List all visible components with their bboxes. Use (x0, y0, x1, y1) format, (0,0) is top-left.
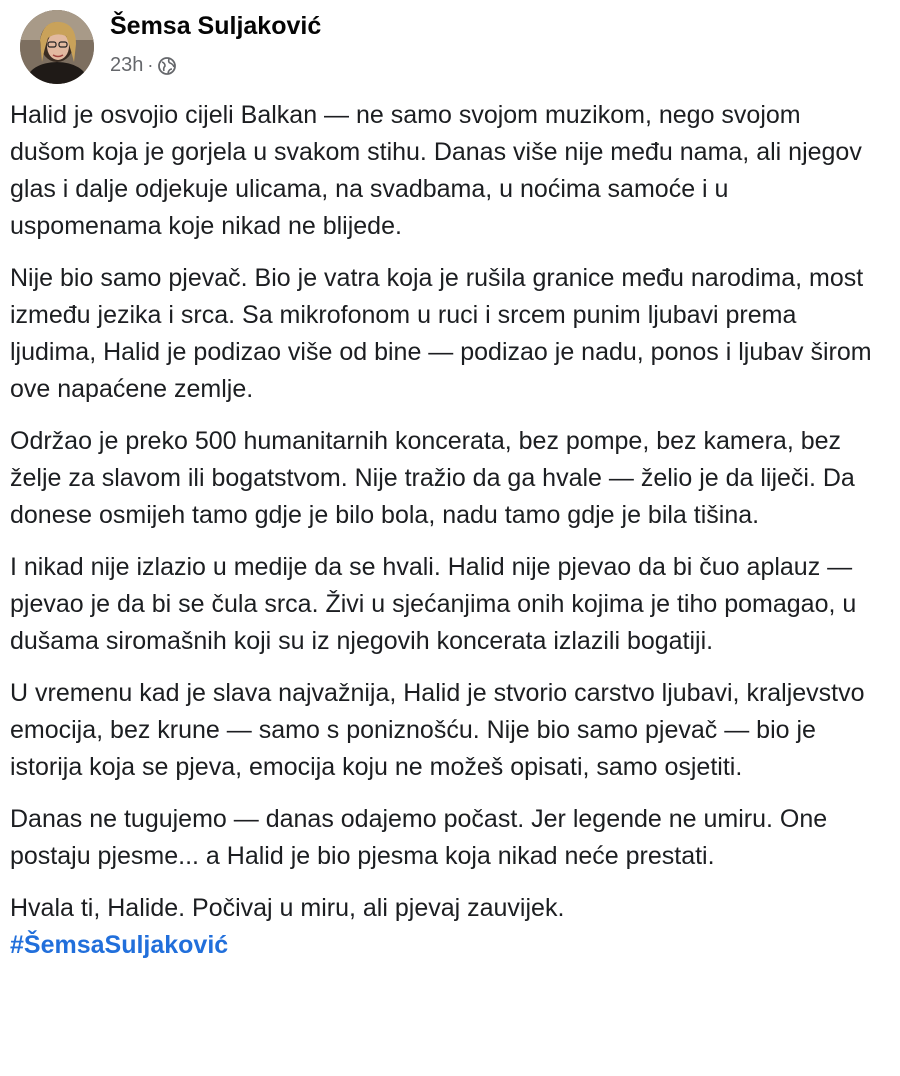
avatar[interactable] (20, 10, 94, 84)
avatar-image (20, 10, 94, 84)
globe-icon[interactable] (157, 56, 177, 76)
post-paragraph: Nije bio samo pjevač. Bio je vatra koja je rušila granice među narodima, most između jezika i srca. Sa mikrofonom u ruci i srcem punim ljubavi prema ljudima, Halid je podizao više od bine — podizao je nadu, ponos i ljubav širom ove napaćene zemlje. (10, 264, 872, 403)
author-name[interactable]: Šemsa Suljaković (110, 12, 322, 40)
post-paragraph: I nikad nije izlazio u medije da se hvali. Halid nije pjevao da bi čuo aplauz — pjevao je da bi se čula srca. Živi u sjećanjima onih kojima je tiho pomagao, u dušama siromašnih koji su iz njegovih koncerata izlazili bogatiji. (10, 553, 857, 655)
post-meta (110, 54, 177, 77)
meta-separator: · (147, 55, 154, 75)
post-paragraph: U vremenu kad je slava najvažnija, Halid je stvorio carstvo ljubavi, kraljevstvo emocija, bez krune — samo s poniznošću. Nije bio samo pjevač — bio je istorija koja se pjeva, emocija koju ne možeš opisati, samo osjetiti. (10, 679, 865, 781)
post-paragraph: Danas ne tugujemo — danas odajemo počast. Jer legende ne umiru. One postaju pjesme... a Halid je bio pjesma koja nikad neće prestati. (10, 805, 828, 870)
post-header (10, 0, 878, 96)
post-body (10, 97, 882, 964)
hashtag-link[interactable]: #ŠemsaSuljaković (10, 931, 229, 959)
post-paragraph: Halid je osvojio cijeli Balkan — ne samo svojom muzikom, nego svojom dušom koja je gorjela u svakom stihu. Danas više nije među nama, ali njegov glas i dalje odjekuje ulicama, na svadbama, u noćima samoće i u uspomenama koje nikad ne blijede. (10, 101, 862, 240)
post-timestamp[interactable]: 23h (110, 54, 144, 76)
post-paragraph: Hvala ti, Halide. Počivaj u miru, ali pjevaj zauvijek. (10, 894, 565, 922)
post-paragraph: Održao je preko 500 humanitarnih koncerata, bez pompe, bez kamera, bez želje za slavom ili bogatstvom. Nije tražio da ga hvale — želio je da liječi. Da donese osmijeh tamo gdje je bilo bola, nadu tamo gdje je bila tišina. (10, 427, 855, 529)
